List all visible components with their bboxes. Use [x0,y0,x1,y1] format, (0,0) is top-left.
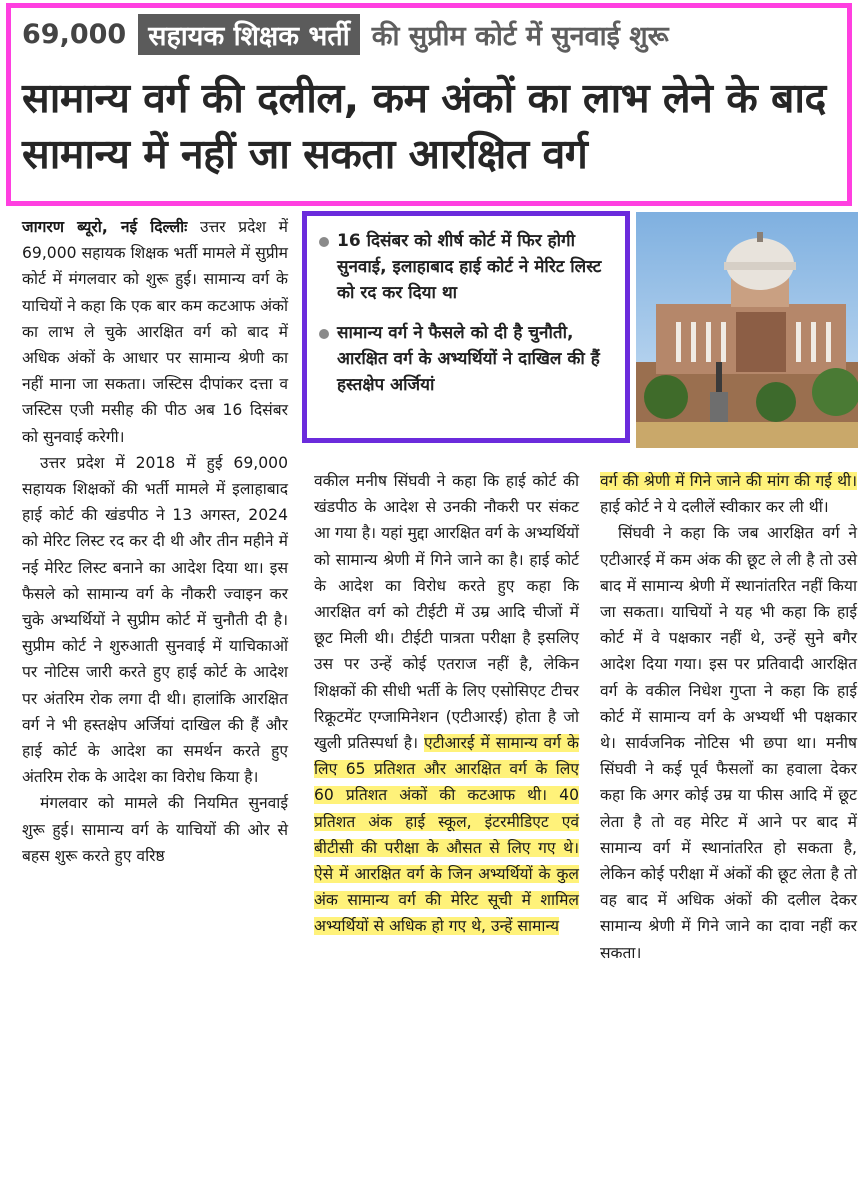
headline: सामान्य वर्ग की दलील, कम अंकों का लाभ लेने के बाद सामान्य में नहीं जा सकता आरक्षित वर्ग [22,74,826,178]
paragraph: हाई कोर्ट ने ये दलीलें स्वीकार कर ली थीं। [600,498,829,517]
paragraph: सिंघवी ने कहा कि जब आरक्षित वर्ग ने एटीआरई में कम अंक की छूट ले ली है तो उसे बाद में सामान्य श्रेणी में स्थानांतरित नहीं किया जा सकता। याचियों ने यह भी कहा कि हाई कोर्ट में वे पक्षकार नहीं थे, उन्हें सुने बगैर आदेश दिया गया। इस पर प्रतिवादी आरक्षित वर्ग के वकील निधेश गुप्ता ने कहा कि हाई कोर्ट में सामान्य वर्ग के अभ्यर्थी भी पक्षकार थे। सार्वजनिक नोटिस भी छपा था। मनीष सिंघवी ने कई पूर्व फैसलों का हवाला देकर कहा कि अगर कोई उम्र या फीस आदि में छूट लेता है तो वह मेरिट में आने पर बाद में सामान्य वर्ग में स्थानांतरित हो सकता है, लेकिन कोई परीक्षा में अंकों की छूट लेता है तो वह बाद में अधिक अंकों की दलील देकर सामान्य श्रेणी में गिने जाने का दावा नहीं कर सकता। [600,524,857,962]
byline: जागरण ब्यूरो, नई दिल्लीः [22,218,188,236]
highlight-item [319,228,615,306]
kicker-line [22,8,669,60]
highlighted-text: एटीआरई में सामान्य वर्ग के लिए 65 प्रतिशत और आरक्षित वर्ग के लिए 60 प्रतिशत अंकों की कटआफ थी। 40 प्रतिशत अंक हाई स्कूल, इंटरमीडिएट एवं बीटीसी की परीक्षा के औसत से लिए गए थे। ऐसे में आरक्षित वर्ग के जिन अभ्यर्थियों के कुल अंक सामान्य वर्ग की मेरिट सूची में शामिल अभ्यर्थियों से अधिक हो गए थे, उन्हें सामान्य [314,734,579,936]
kicker-tag: सहायक शिक्षक भर्ती [138,14,360,55]
highlight-text: 16 दिसंबर को शीर्ष कोर्ट में फिर होगी सुनवाई, इलाहाबाद हाई कोर्ट ने मेरिट लिस्ट को रद कर दिया था [337,231,602,303]
highlight-item [319,320,615,398]
paragraph: मंगलवार को मामले की नियमित सुनवाई शुरू हुई। सामान्य वर्ग के याचियों की ओर से बहस शुरू करते हुए वरिष्ठ [22,794,288,865]
kicker-number: 69,000 [22,18,127,50]
article-column-3 [600,468,857,966]
highlight-text: सामान्य वर्ग ने फैसले को दी है चुनौती, आरक्षित वर्ग के अभ्यर्थियों ने दाखिल की हैं हस्तक्षेप अर्जियां [337,323,600,395]
highlighted-text: वर्ग की श्रेणी में गिने जाने की मांग की गई थी। [600,472,857,490]
article-column-1 [22,214,288,869]
highlights-box [302,211,630,443]
paragraph: उत्तर प्रदेश में 69,000 सहायक शिक्षक भर्ती मामले में सुप्रीम कोर्ट में मंगलवार को शुरू हुई। सामान्य वर्ग के याचियों ने कहा कि एक बार कम कटआफ अंकों का लाभ ले चुके आरक्षित वर्ग को बाद में अधिक अंकों के आधार पर सामान्य श्रेणी का नहीं माना जा सकता। जस्टिस दीपांकर दत्ता व जस्टिस एजी मसीह की पीठ अब 16 दिसंबर को सुनवाई करेगी। [22,218,288,446]
bullet-icon [319,237,329,247]
paragraph: उत्तर प्रदेश में 2018 में हुई 69,000 सहायक शिक्षकों की भर्ती मामले में इलाहाबाद हाई कोर्ट की खंडपीठ ने 13 अगस्त, 2024 को मेरिट लिस्ट रद कर दी थी और तीन महीने में नई मेरिट लिस्ट बनाने का आदेश दिया था। इस फैसले को सामान्य वर्ग के नौकरी ज्वाइन कर चुके अभ्यर्थियों ने सुप्रीम कोर्ट में चुनौती दी है। सुप्रीम कोर्ट ने शुरुआती सुनवाई में याचिकाओं पर नोटिस जारी करते हुए हाई कोर्ट के आदेश पर अंतरिम रोक लगा दी थी। हालांकि आरक्षित वर्ग ने भी हस्तक्षेप अर्जियां दाखिल की हैं और हाई कोर्ट के आदेश का समर्थन करते हुए अंतरिम रोक के आदेश का विरोध किया है। [22,453,288,787]
supreme-court-photo [636,212,858,448]
supreme-court-building-icon [636,212,858,448]
kicker-text: की सुप्रीम कोर्ट में सुनवाई शुरू [371,20,669,52]
bullet-icon [319,329,329,339]
paragraph: वकील मनीष सिंघवी ने कहा कि हाई कोर्ट की खंडपीठ के आदेश से उनकी नौकरी पर संकट आ गया है। यहां मुद्दा आरक्षित वर्ग के अभ्यर्थियों को सामान्य श्रेणी में गिने जाने का है। हाई कोर्ट के आदेश का विरोध करते हुए कहा कि आरक्षित वर्ग को टीईटी में उम्र आदि चीजों में छूट मिली थी। टीईटी पात्रता परीक्षा है इसलिए उस पर उन्हें कोई एतराज नहीं है, लेकिन शिक्षकों की सीधी भर्ती के लिए एसोसिएट टीचर रिक्रूटमेंट एग्जामिनेशन (एटीआरई) होता है जो खुली प्रतिस्पर्धा है। [314,472,579,753]
article-column-2 [314,468,579,940]
